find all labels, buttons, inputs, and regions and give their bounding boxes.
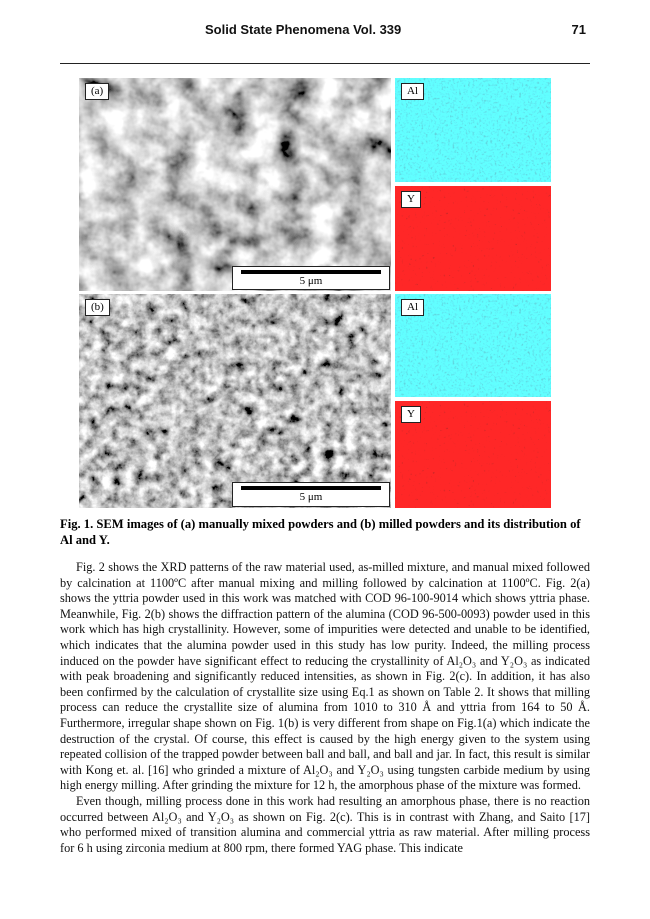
sem-image-manual-mix xyxy=(79,78,391,291)
journal-title: Solid State Phenomena Vol. 339 xyxy=(205,22,402,37)
scale-bar-b-label: 5 μm xyxy=(299,491,323,503)
scale-bar-b xyxy=(232,482,390,507)
al-map-manual-mix xyxy=(395,78,551,182)
sem-image-milled xyxy=(79,294,391,508)
scale-bar-a xyxy=(232,266,390,290)
paragraph: Fig. 2 shows the XRD patterns of the raw material used, as-milled mixture, and manual mixed followed by calcination at 1100ºC after manual mixing and milling followed by calcination at 1100ºC. Fig. 2(a) shows the yttria powder used in this work was matched with COD 96-100-9014 which shows yttria phase. Meanwhile, Fig. 2(b) shows the diffraction pattern of the alumina (COD 96-500-0093) powder used in this work which has high crystallinity. However, some of impurities were detected and unable to be identified, which indicates that the alumina powder used in this study has low purity. Indeed, the milling process induced on the powder have significant effect to reducing the crystallinity of Al₂O₃ and Y₂O₃ as indicated with peak broadening and significantly reduced intensities, as shown in Fig. 2(c). In addition, it has also been confirmed by the calculation of crystallite size using Eq.1 as shown on Table 2. It shows that milling process can reduce the crystallite size of alumina from 1010 to 310 Å and yttria from 164 to 50 Å. Furthermore, irregular shape shown on Fig. 1(b) is very different from shape on Fig.1(a) which indicate the destruction of the crystal. Of course, this effect is caused by the high energy given to the system using repeated collision of the trapped powder between ball and ball, and ball and jar. In fact, this result is similar with Kong et. al. [16] who grinded a mixture of Al₂O₃ and Y₂O₃ using tungsten carbide medium by using high energy milling. After grinding the mixture for 12 h, the amorphous phase of the mixture was formed. xyxy=(60,560,590,793)
figure-1 xyxy=(79,78,551,508)
y-map-milled xyxy=(395,401,551,508)
y-map-a-label: Y xyxy=(401,191,421,208)
al-map-a-label: Al xyxy=(401,83,424,100)
header-rule xyxy=(60,63,590,64)
al-map-milled xyxy=(395,294,551,397)
y-map-manual-mix xyxy=(395,186,551,291)
figure-caption: Fig. 1. SEM images of (a) manually mixed powders and (b) milled powders and its distribution of Al and Y. xyxy=(60,517,581,547)
panel-a-label: (a) xyxy=(85,83,109,100)
scale-bar-a-label: 5 μm xyxy=(299,275,323,287)
paragraph: Even though, milling process done in this work had resulting an amorphous phase, there is no reaction occurred between Al₂O₃ and Y₂O₃ as shown on Fig. 2(c). This is in contrast with Zhang, and Saito [17] who performed mixed of transition alumina and commercial yttria as raw material. After milling process for 6 h using zirconia medium at 800 rpm, there formed YAG phase. This indicate xyxy=(60,793,590,855)
y-map-b-label: Y xyxy=(401,406,421,423)
al-map-b-label: Al xyxy=(401,299,424,316)
page-number: 71 xyxy=(571,22,586,37)
body-text xyxy=(60,560,590,856)
panel-b-label: (b) xyxy=(85,299,110,316)
page-header xyxy=(0,22,650,42)
